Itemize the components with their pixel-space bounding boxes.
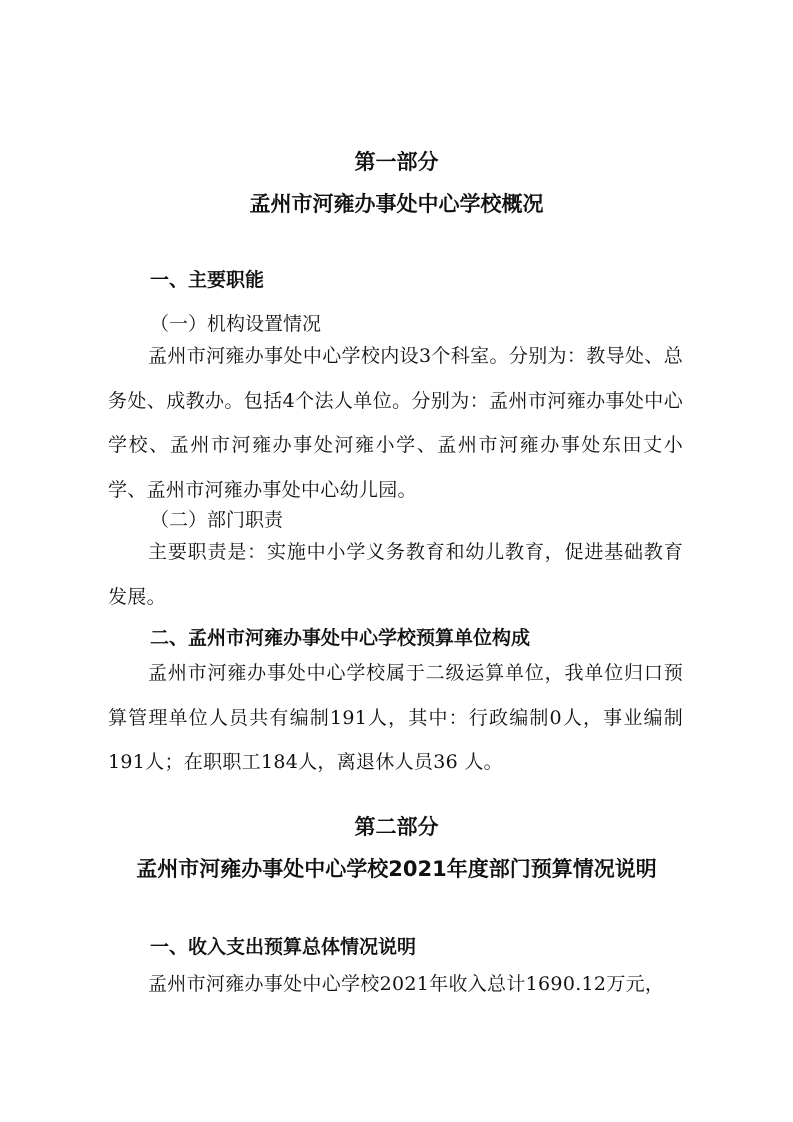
part2-section1-paragraph: 孟州市河雍办事处中心学校2021年收入总计1690.12万元， [148,973,665,995]
part2-title: 第二部分 [354,815,439,839]
part1-sub2-paragraph: 主要职责是：实施中小学义务教育和幼儿教育，促进基础教育发展。 [108,541,683,608]
part2-subtitle: 孟州市河雍办事处中心学校2021年度部门预算情况说明 [136,857,657,881]
part2-section1-heading: 一、收入支出预算总体情况说明 [150,936,417,958]
part1-title: 第一部分 [354,150,439,174]
part1-sub2-heading: （二）部门职责 [150,509,284,531]
part1-section2-paragraph: 孟州市河雍办事处中心学校属于二级运算单位，我单位归口预算管理单位人员共有编制191人，其中：行政编制0人，事业编制191人；在职职工184人，离退休人员36 人。 [108,662,683,773]
part1-section2-heading: 二、孟州市河雍办事处中心学校预算单位构成 [150,627,531,649]
part1-subtitle: 孟州市河雍办事处中心学校概况 [249,192,544,216]
part1-sub1-heading: （一）机构设置情况 [150,313,322,335]
part1-sub1-paragraph: 孟州市河雍办事处中心学校内设3个科室。分别为：教导处、总务处、成教办。包括4个法人单位。分别为：孟州市河雍办事处中心学校、孟州市河雍办事处河雍小学、孟州市河雍办事处东田丈小学、孟州市河雍办事处中心幼儿园。 [108,345,683,501]
part1-section1-heading: 一、主要职能 [150,269,265,291]
